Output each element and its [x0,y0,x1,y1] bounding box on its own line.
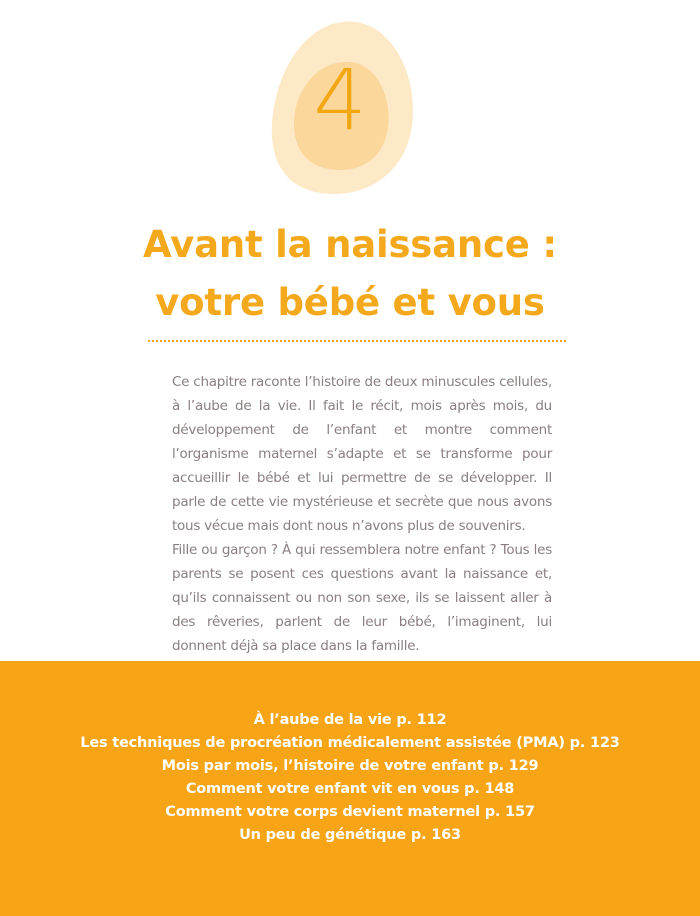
contents-item[interactable]: Mois par mois, l’histoire de votre enfant p. 129 [161,758,539,774]
chapter-title-line-1: Avant la naissance : [143,223,557,266]
chapter-intro [172,370,552,658]
intro-paragraph-2: Fille ou garçon ? À qui ressemblera notre enfant ? Tous les parents se posent ces questions avant la naissance et, qu’ils connaissent ou non son sexe, ils se laissent aller à des rêveries, parlent de leur bébé, l’imaginent, lui donnent déjà sa place dans la famille. [172,542,552,654]
chapter-number-badge [268,18,418,196]
contents-item[interactable]: Comment votre corps devient maternel p. 157 [165,804,535,820]
contents-item[interactable]: Comment votre enfant vit en vous p. 148 [185,781,515,797]
intro-paragraph-1: Ce chapitre raconte l’histoire de deux minuscules cellules, à l’aube de la vie. Il fait le récit, mois après mois, du développement de l’enfant et montre comment l’organisme maternel s’adapte et se transforme pour accueillir le bébé et lui permettre de se développer. Il parle de cette vie mystérieuse et secrète que nous avons tous vécue mais dont nous n’avons plus de souvenirs. [172,374,552,534]
chapter-number: 4 [313,51,367,149]
contents-band [0,661,700,916]
chapter-contents-list [0,709,700,847]
chapter-title [0,216,700,332]
chapter-title-line-2: votre bébé et vous [155,281,545,324]
contents-item[interactable]: Les techniques de procréation médicalement assistée (PMA) p. 123 [80,735,620,751]
contents-item[interactable]: Un peu de génétique p. 163 [239,827,461,843]
contents-item[interactable]: À l’aube de la vie p. 112 [253,712,447,728]
dotted-divider [148,340,566,342]
